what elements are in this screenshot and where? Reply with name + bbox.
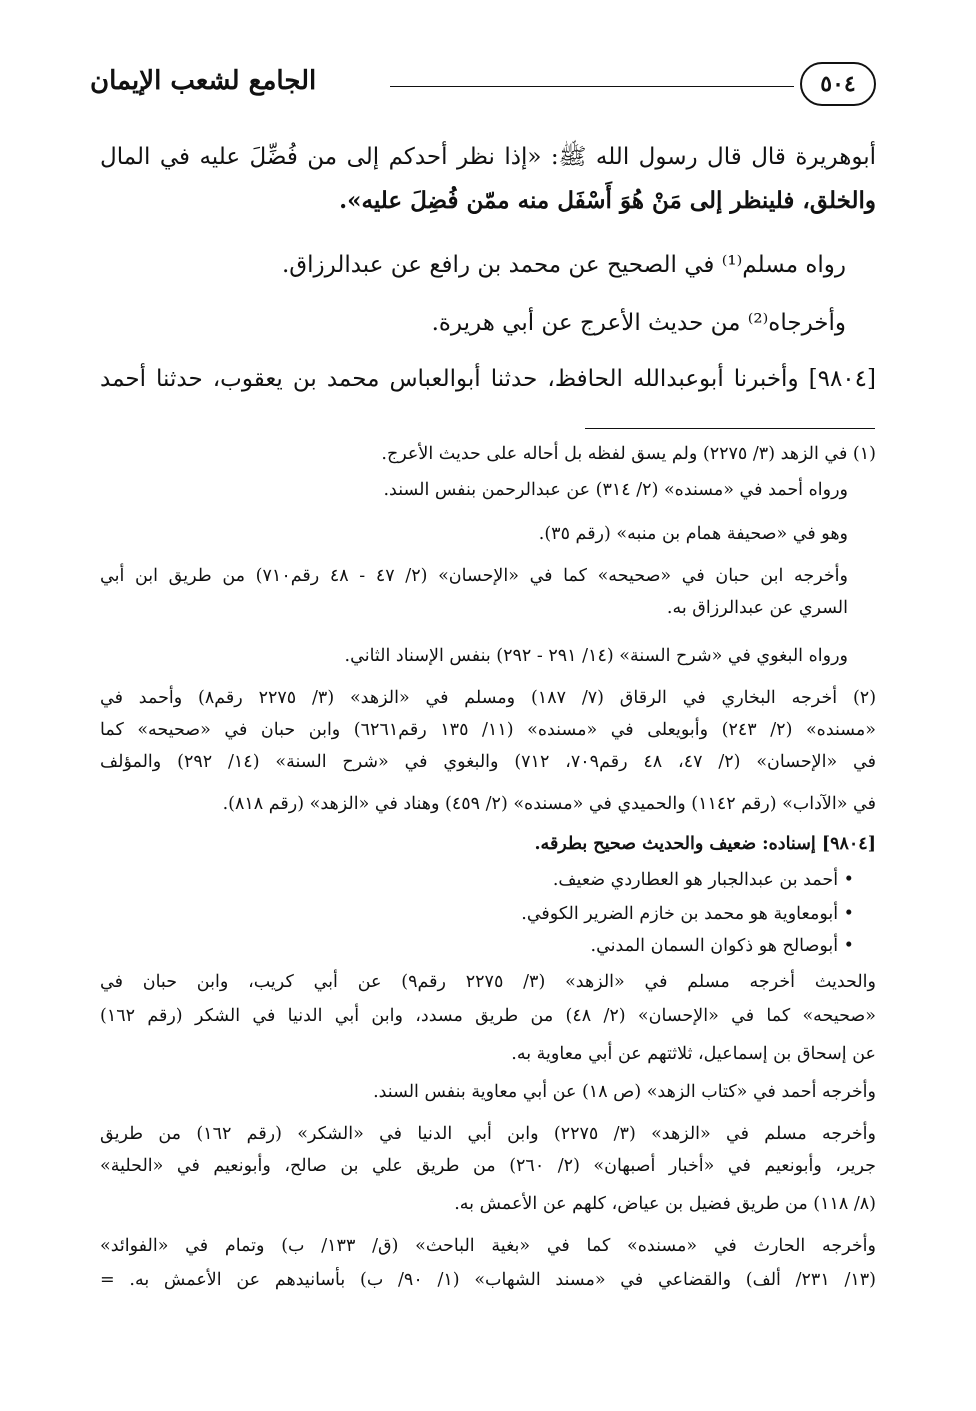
footnote-1-line-5: السري عن عبدالرزاق به. (666, 598, 848, 618)
takhrij-1-line-1: والحديث أخرجه مسلم في «الزهد» (٣/ ٢٢٧٥ رقم٩) عن أبي كريب، وابن حبان في (100, 972, 876, 992)
takhrij-4-line-2: (١٣/ ٢٣١/ ألف) والقضاعي في «مسند الشهاب» (١/ ٩٠/ ب) بأسانيدهم عن الأعمش به. = (100, 1270, 876, 1290)
book-title: الجامع لشعب الإيمان (90, 66, 317, 96)
takhrij-3-line-1: وأخرجه مسلم في «الزهد» (٣/ ٢٢٧٥) وابن أبي الدنيا في «الشكر» (رقم ١٦٢) من طريق (100, 1124, 876, 1144)
hadith-line-2: والخلق، فلينظر إلى مَنْ هُوَ أَسْفَل منه ممّن فُضِلَ عليه». (339, 187, 876, 214)
narration-muslim: رواه مسلم⁽¹⁾ في الصحيح عن محمد بن رافع عن عبدالرزاق. (281, 252, 846, 278)
page-number: ٥٠٤ (800, 62, 876, 106)
footnote-1-line-1: (١) في الزهد (٣/ ٢٢٧٥) ولم يسق لفظه بل أحاله على حديث الأعرج. (381, 444, 876, 464)
takhrij-1-line-3: عن إسحاق بن إسماعيل، ثلاثتهم عن أبي معاوية به. (511, 1044, 876, 1064)
footnote-2-line-1: (٢) أخرجه البخاري في الرقاق (٧/ ١٨٧) ومسلم في «الزهد» (٣/ ٢٢٧٥ رقم٨) وأحمد في (100, 688, 877, 708)
rijal-bullet-3: • أبوصالح هو ذكوان السمان المدني. (590, 936, 854, 956)
rijal-bullet-2: • أبومعاوية هو محمد بن خازم الضرير الكوفي. (521, 904, 854, 924)
hadith-line-1: أبوهريرة قال قال رسول الله ﷺ: «إذا نظر أحدكم إلى من فُضِّلَ عليه في المال (100, 144, 876, 170)
page-header (90, 62, 876, 112)
footnote-2-line-3: في «الإحسان» (٢/ ٤٧، ٤٨ رقم٧٠٩، ٧١٢) والبغوي في «شرح السنة» (١٤/ ٢٩٢) والمؤلف (100, 752, 876, 772)
header-rule (390, 86, 794, 87)
footnote-1-line-6: ورواه البغوي في «شرح السنة» (١٤/ ٢٩١ - ٢٩٢) بنفس الإسناد الثاني. (344, 646, 848, 666)
takhrij-2-line-1: وأخرجه أحمد في «كتاب الزهد» (ص ١٨) عن أبي معاوية بنفس السند. (373, 1082, 876, 1102)
takhrij-1-line-2: «صحيحه» كما في «الإحسان» (٢/ ٤٨) من طريق مسدد، وابن أبي الدنيا في الشكر (رقم ١٦٢) (100, 1006, 876, 1026)
footnote-separator (585, 428, 875, 429)
narration-akhrajah: وأخرجاه⁽²⁾ من حديث الأعرج عن أبي هريرة. (431, 310, 846, 336)
takhrij-3-line-3: (٨/ ١١٨) من طريق فضيل بن عياض، كلهم عن الأعمش به. (454, 1194, 876, 1214)
footnote-1-line-4: وأخرجه ابن حبان في «صحيحه» كما في «الإحسان» (٢/ ٤٧ - ٤٨ رقم٧١٠) من طريق ابن أبي (100, 566, 848, 586)
rijal-bullet-1: • أحمد بن عبدالجبار هو العطاردي ضعيف. (552, 870, 854, 890)
footnote-1-line-3: وهو في «صحيفة همام بن منبه» (رقم ٣٥). (538, 524, 848, 544)
isnad-line: [٩٨٠٤] وأخبرنا أبوعبدالله الحافظ، حدثنا أبوالعباس محمد بن يعقوب، حدثنا أحمد (100, 366, 876, 392)
takhrij-3-line-2: جرير، وأبونعيم في «أخبار أصبهان» (٢/ ٢٦٠) من طريق علي بن صالح، وأبونعيم في «الحلية» (100, 1156, 876, 1176)
footnote-1-line-2: ورواه أحمد في «مسنده» (٢/ ٣١٤) عن عبدالرحمن بنفس السند. (383, 480, 848, 500)
footnote-2-line-4: في «الآداب» (رقم ١١٤٢) والحميدي في «مسنده» (٢/ ٤٥٩) وهناد في «الزهد» (رقم ٨١٨). (222, 794, 876, 814)
note-9804-title: [٩٨٠٤] إسناده: ضعيف والحديث صحيح بطرقه. (534, 834, 876, 854)
takhrij-4-line-1: وأخرجه الحارث في «مسنده» كما في «بغية الباحث» (ق/ ١٣٣/ ب) وتمام في «الفوائد» (100, 1236, 876, 1256)
footnote-2-line-2: «مسنده» (٢/ ٢٤٣) وأبويعلى في «مسنده» (١١/ ١٣٥ رقم٦٢٦١) وابن حبان في «صحيحه» كما (100, 720, 876, 740)
